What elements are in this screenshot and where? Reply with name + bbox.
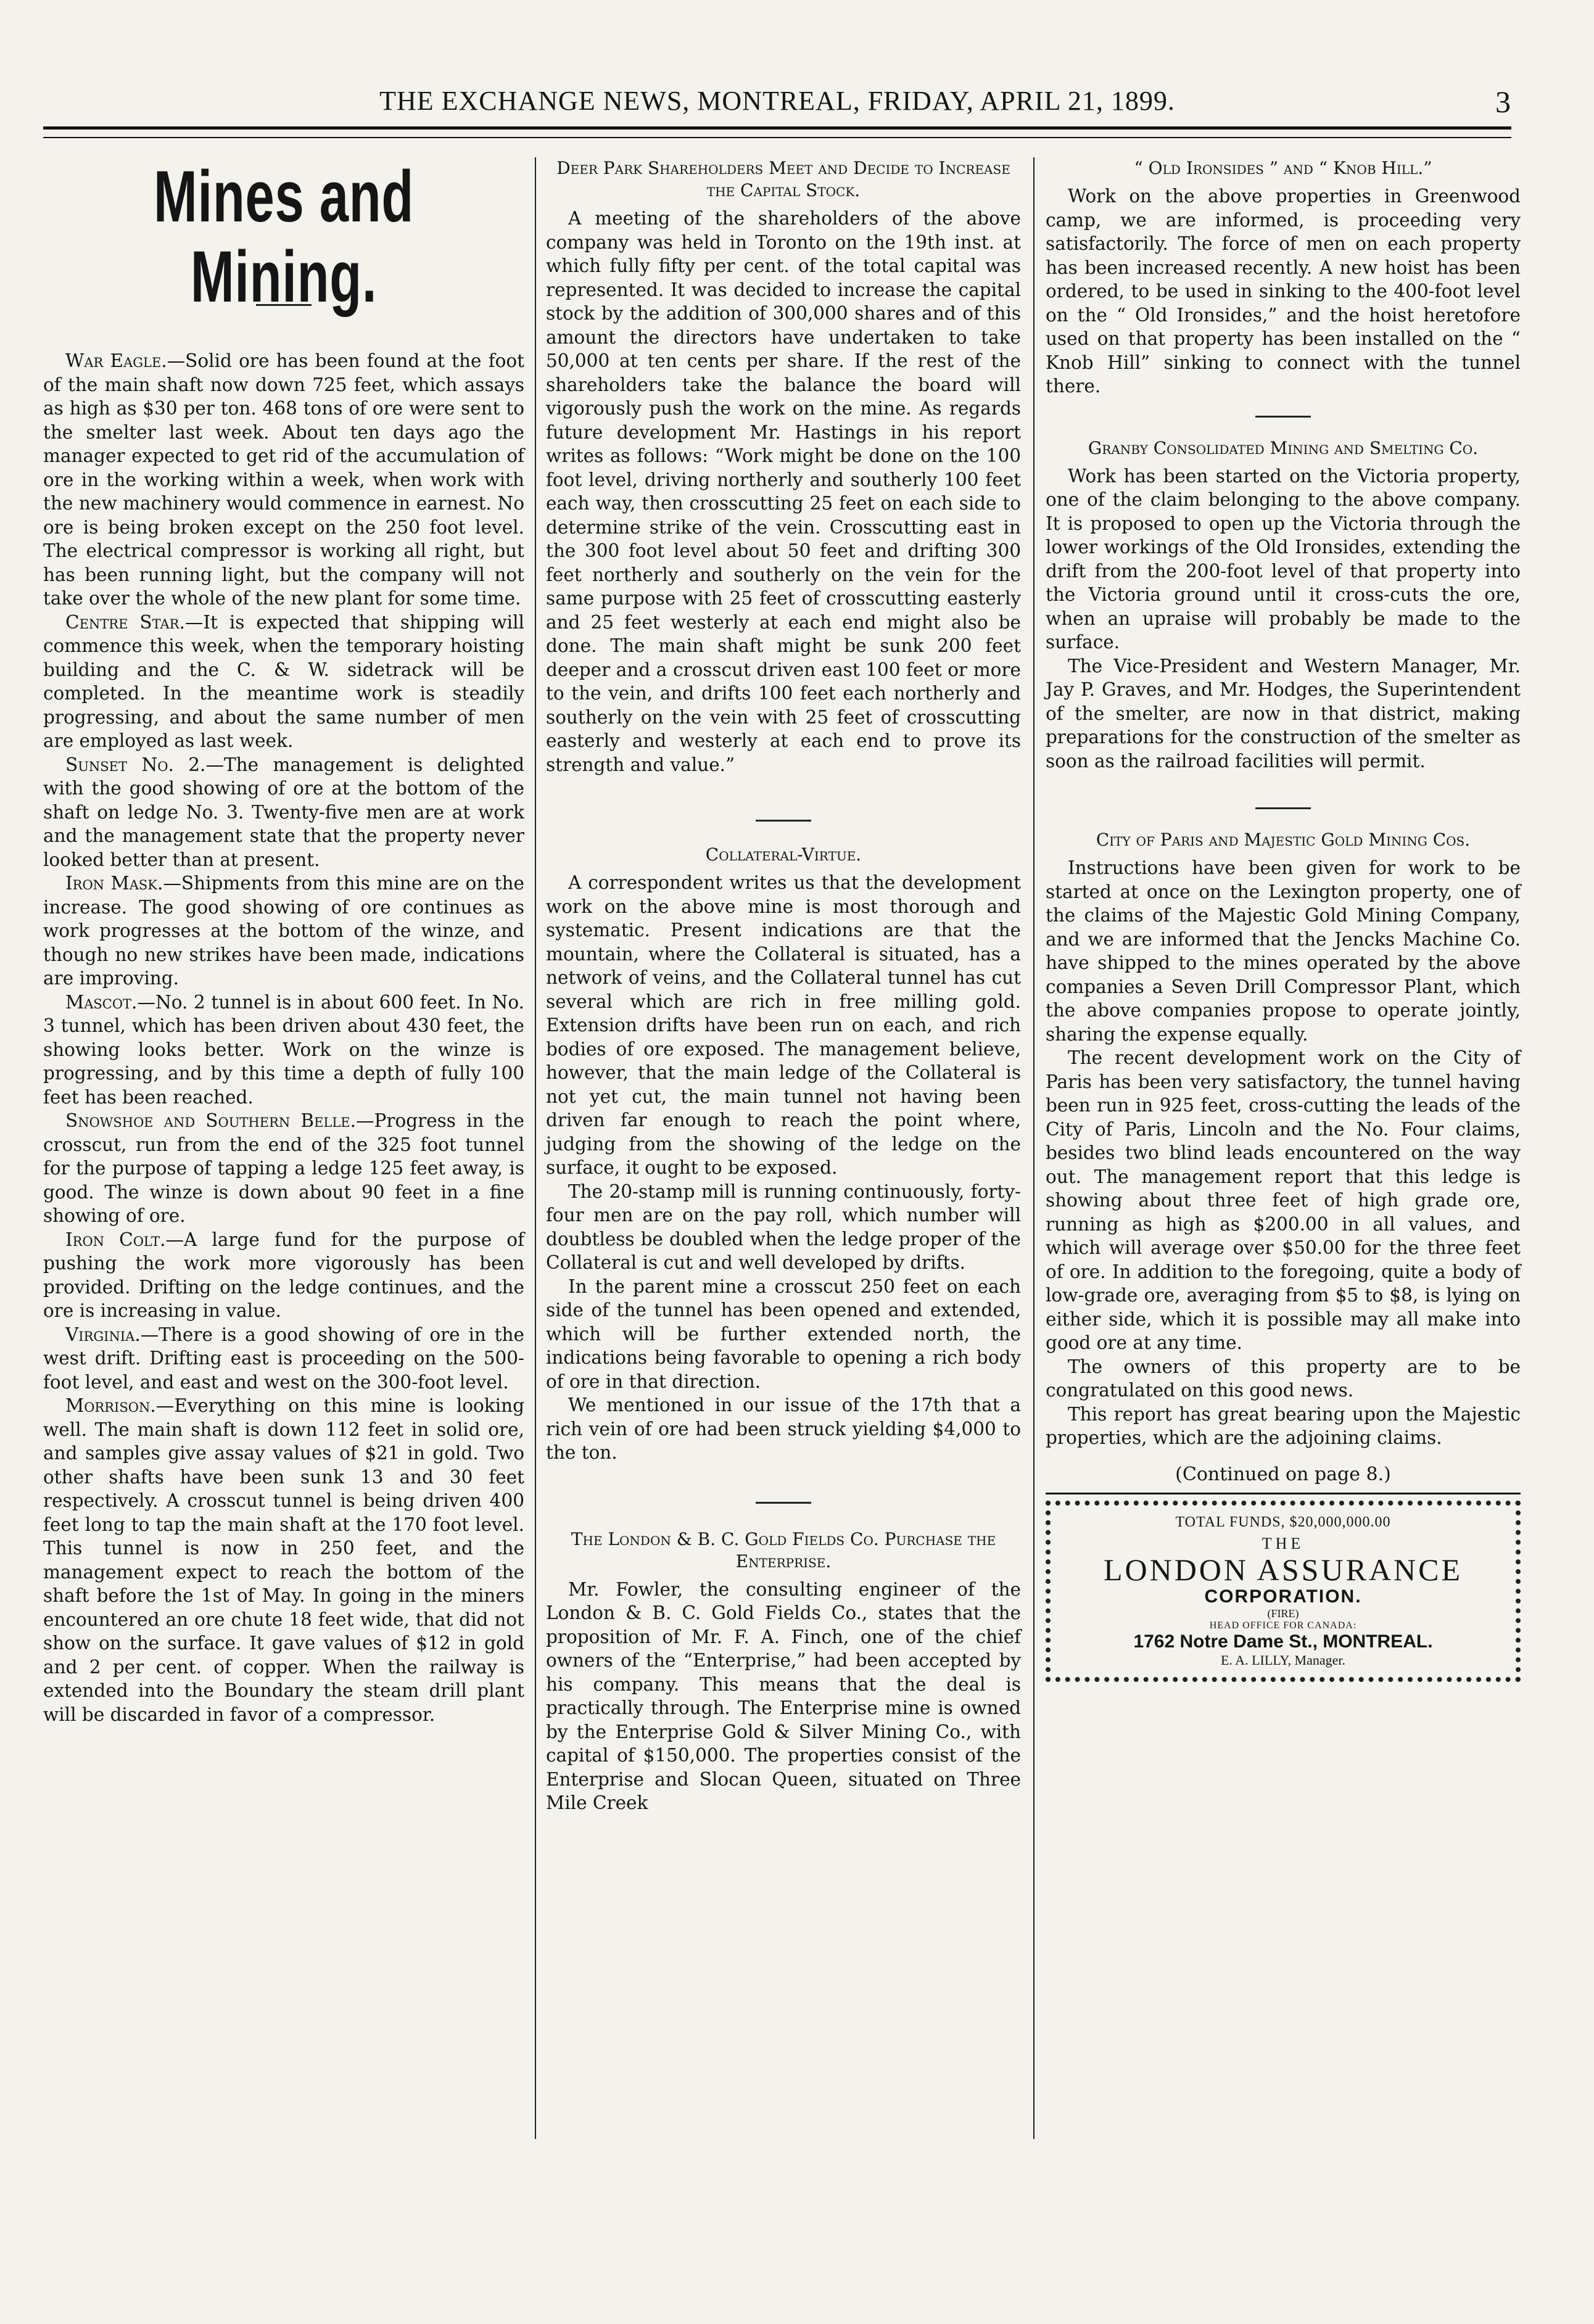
mine-report-text: —Progress in the crosscut, run from the end of the 325 foot tunnel for the purpose of tapping a ledge 125 feet away, is good. The winze is down about 90 feet in a fine showing of ore. (43, 1110, 524, 1226)
continued-note: (Continued on page 8.) (1175, 1463, 1391, 1485)
article-heading-london-bc: The London & B. C. Gold Fields Co. Purchase the Enterprise. (571, 1528, 996, 1572)
mine-report-text: —No. 2 tunnel is in about 600 feet. In No. 3 tunnel, which has been driven about 430 feet, the showing looks better. Work on the winze is progressing, and by this time a depth of fully 100 feet has been reached. (43, 991, 524, 1108)
divider-rule (756, 1502, 811, 1504)
mine-report-paragraph (43, 349, 524, 611)
mine-name: Snowshoe and Southern Belle. (65, 1110, 357, 1131)
column-divider (535, 157, 536, 2139)
masthead-wrap (43, 156, 524, 318)
mine-report-text: —A large fund for the purpose of pushing the work more vigorously has been provided. Drifting on the ledge continues, and the ore is increasing in value. (43, 1229, 524, 1321)
article-paragraph: The Vice-President and Western Manager, Mr. Jay P. Graves, and Mr. Hodges, the Superintendent of the smelter, are now in that district, making preparations for the construction of the smelter as soon as the railroad facilities will permit. (1046, 655, 1521, 772)
mine-report-paragraph (43, 1394, 524, 1726)
mine-name: Sunset No. 2. (65, 754, 206, 775)
divider-rule (1255, 807, 1311, 809)
ad-company-name: LONDON ASSURANCE (1103, 1552, 1463, 1587)
mine-reports (43, 349, 524, 1726)
page-header (43, 80, 1511, 123)
mine-name: Virginia. (65, 1324, 141, 1345)
mine-report-paragraph (43, 1109, 524, 1228)
mine-report-text: —The management is delighted with the good showing of ore at the bottom of the shaft on ledge No. 3. Twenty-five men are at work and the management state that the property never looked better than at present. (43, 754, 525, 870)
article-paragraph: We mentioned in our issue of the 17th that a rich vein of ore had been struck yielding $4,000 to the ton. (546, 1395, 1021, 1463)
column-divider (1033, 157, 1034, 2139)
article-paragraph: The 20-stamp mill is running continuously, forty-four men are on the pay roll, which number will doubtless be doubled when the ledge proper of the Collateral is cut and well developed by drifts. (546, 1181, 1021, 1273)
section-masthead: Mines and Mining. (154, 156, 414, 318)
article-city-of-paris (1046, 856, 1521, 1450)
mine-report-paragraph (43, 872, 524, 991)
divider-rule (756, 820, 811, 822)
ad-manager: E. A. LILLY, Manager. (1220, 1652, 1346, 1668)
header-rule (43, 126, 1511, 130)
mine-report-text: —It is expected that shipping will commence this week, when the temporary hoisting building and the C. & W. sidetrack will be completed. In the meantime work is steadily progressing, and about the same number of men are employed as last week. (43, 611, 524, 751)
mine-report-paragraph (43, 1323, 524, 1395)
mine-name: Morrison. (65, 1395, 156, 1416)
article-heading-granby: Granby Consolidated Mining and Smelting Co. (1088, 437, 1479, 458)
article-heading-city-of-paris: City of Paris and Majestic Gold Mining Cos. (1096, 830, 1471, 850)
article-paragraph: Work on the above properties in Greenwood camp, we are informed, is proceeding very satisfactorily. The force of men on each property has been increased recently. A new hoist has been ordered, to be used in sinking to the 400-foot level on the “ Old Ironsides,” and the hoist heretofore used on that property has been installed on the “ Knob Hill” sinking to connect with the tunnel there. (1046, 186, 1521, 397)
mine-report-text: —Shipments from this mine are on the increase. The good showing of ore continues as work progresses at the bottom of the winze, and though no new strikes have been made, indications are improving. (43, 873, 524, 989)
header-rule-thin (43, 137, 1511, 138)
article-paragraph: Mr. Fowler, the consulting engineer of the London & B. C. Gold Fields Co., states that the proposition of Mr. F. A. Finch, one of the chief owners of the “Enterprise,” had been accepted by his company. This means that the deal is practically through. The Enterprise mine is owned by the Enterprise Gold & Silver Mining Co., with capital of $150,000. The properties consist of the Enterprise and Slocan Queen, situated on Three Mile Creek (546, 1578, 1021, 1813)
column-1 (43, 157, 524, 2281)
column-3 (1046, 157, 1521, 2281)
mine-name: Iron Mask. (65, 873, 163, 894)
mine-report-paragraph (43, 991, 524, 1110)
article-paragraph: A correspondent writes us that the development work on the above mine is most thorough and systematic. Present indications are that the mountain, where the Collateral is situated, has a network of veins, and the Collateral tunnel has cut several which are rich in free milling gold. Extension drifts have been run on each, and rich bodies of ore exposed. The management believe, however, that the main ledge of the Collateral is not yet cut, the main tunnel not having been driven far enough to reach the point where, judging from the showing of the ledge on the surface, it ought to be exposed. (546, 872, 1021, 1178)
mine-report-text: —There is a good showing of ore in the west drift. Drifting east is proceeding on the 500-foot level, and east and west on the 300-foot level. (43, 1324, 524, 1393)
article-paragraph: Work has been started on the Victoria property, one of the claim belonging to the above company. It is proposed to open up the Victoria through the lower workings of the Old Ironsides, extending the drift from the 200-foot level of that property into the Victoria ground until it cross-cuts the ore, when an upraise will probably be made to the surface. (1046, 465, 1521, 653)
mine-report-paragraph (43, 753, 524, 872)
article-heading-collateral: Collateral-Virtue. (705, 844, 862, 865)
mine-report-paragraph (43, 611, 524, 753)
article-granby (1046, 464, 1521, 773)
mine-name: Iron Colt. (65, 1229, 166, 1250)
divider-rule (1255, 416, 1311, 418)
article-paragraph: Instructions have been given for work to be started at once on the Lexington property, one of the claims of the Majestic Gold Mining Company, and we are informed that the Jencks Machine Co. have shipped to the mines operated by the above companies a Seven Drill Compressor Plant, which the above companies propose to operate jointly, sharing the expense equally. (1046, 857, 1521, 1045)
mine-report-text: —Everything on this mine is looking well. The main shaft is down 112 feet in solid ore, and samples give assay values of $21 in gold. Two other shafts have been sunk 13 and 30 feet respectively. A crosscut tunnel is being driven 400 feet long to tap the main shaft at the 170 foot level. This tunnel is now in 250 feet, and the management expect to reach the bottom of the shaft before the 1st of May. In going in the miners encountered an ore chute 18 feet wide, that did not show on the surface. It gave values of $12 in gold and 2 per cent. of copper. When the railway is extended into the Boundary the steam drill plant will be discarded in favor of a compressor. (43, 1395, 524, 1725)
mine-name: War Eagle. (65, 350, 167, 371)
article-collateral (546, 871, 1021, 1465)
article-paragraph: The recent development work on the City of Paris has been very satisfactory, the tunnel having been run in 925 feet, cross-cutting the leads of the City of Paris, Lincoln and the No. Four claims, besides two blind leads encountered on the way out. The management report that this ledge is showing about three feet of high grade ore, running as high as $200.00 in all values, and which will average over $50.00 for the three feet of ore. In addition to the foregoing, quite a body of low-grade ore, averaging from $5 to $8, is lying on either side, which it is possible may all make into good ore at any time. (1046, 1047, 1521, 1353)
article-london-bc (546, 1578, 1021, 1815)
mine-name: Mascot. (65, 991, 138, 1013)
ad-head-office: HEAD OFFICE FOR CANADA: (1209, 1620, 1357, 1631)
ad-rule (1046, 1493, 1521, 1494)
column-2 (546, 157, 1021, 2281)
ad-corporation: CORPORATION. (1204, 1586, 1362, 1607)
ad-total-funds: TOTAL FUNDS, $20,000,000.00 (1175, 1514, 1391, 1530)
ad-fire: (FIRE) (1267, 1607, 1299, 1620)
article-paragraph: In the parent mine a crosscut 250 feet on each side of the tunnel has been opened and extended, which will be further extended north, the indications being favorable to opening a rich body of ore in that direction. (546, 1275, 1021, 1392)
article-ironsides (1046, 184, 1521, 398)
mine-name: Centre Star. (65, 611, 185, 633)
article-paragraph: A meeting of the shareholders of the above company was held in Toronto on the 19th inst. at which fully fifty per cent. of the total capital was represented. It was decided to increase the capital stock by the addition of 300,000 shares and of this amount the directors have undertaken to take 50,000 at ten cents per share. If the rest of the shareholders take the balance the board will vigorously push the work on the mine. As regards future development Mr. Hastings in his report writes as follows: “Work might be done on the 100 foot level, driving northerly and southerly 100 feet each way, then crosscutting 25 feet on each side to determine strike of the vein. Crosscutting east in the 300 foot level about 50 feet and drifting 300 feet northerly and southerly on the vein for the same purpose with 25 feet of crosscutting easterly and 25 feet westerly at each end might also be done. The main shaft might be sunk 200 feet deeper and a crosscut driven east 100 feet or more to the vein, and drifts 100 feet each northerly and southerly on the vein with 25 feet of crosscutting easterly and westerly at each end to prove its strength and value.” (546, 208, 1021, 775)
newspaper-title-line: THE EXCHANGE NEWS, MONTREAL, FRIDAY, APRIL 21, 1899. (379, 86, 1175, 116)
article-heading-deer-park: Deer Park Shareholders Meet and Decide to Increase the Capital Stock. (556, 158, 1010, 200)
article-deer-park (546, 207, 1021, 777)
article-heading-ironsides: “ Old Ironsides ” and “ Knob Hill.” (1134, 158, 1432, 178)
ad-address: 1762 Notre Dame St., MONTREAL. (1133, 1631, 1433, 1652)
article-paragraph: This report has great bearing upon the Majestic properties, which are the adjoining claims. (1046, 1403, 1521, 1448)
mine-report-text: —Solid ore has been found at the foot of the main shaft now down 725 feet, which assays as high as $30 per ton. 468 tons of ore were sent to the smelter last week. About ten days ago the manager expected to get rid of the accumulation of ore in the working within a week, when work with the new machinery would commence in earnest. No ore is being broken except on the 250 foot level. The electrical compressor is working all right, but has been running light, but the company will not take over the whole of the new plant for some time. (43, 350, 524, 609)
mine-report-paragraph (43, 1228, 524, 1323)
advertisement-london-assurance (1046, 1501, 1521, 1682)
article-paragraph: The owners of this property are to be congratulated on this good news. (1046, 1356, 1521, 1401)
ad-the: THE (1262, 1534, 1305, 1552)
page-number: 3 (1495, 84, 1511, 119)
